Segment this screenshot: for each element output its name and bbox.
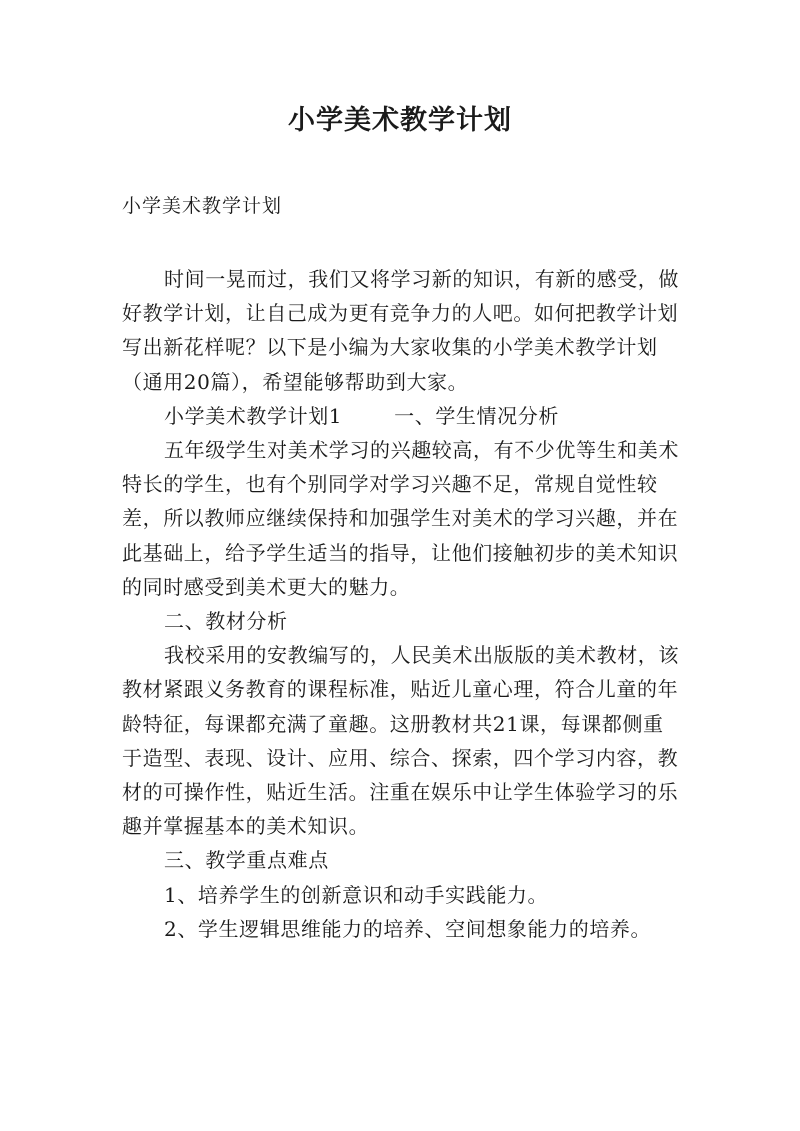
point-2: 2、学生逻辑思维能力的培养、空间想象能力的培养。 — [164, 916, 652, 941]
section3-heading: 三、教学重点难点 — [164, 848, 329, 873]
plan-heading-line — [122, 399, 680, 433]
section1-heading: 一、学生情况分析 — [394, 403, 559, 428]
section2-paragraph: 我校采用的安教编写的，人民美术出版版的美术教材，该教材紧跟义务教育的课程标准，贴近儿童心理，符合儿童的年龄特征，每课都充满了童趣。这册教材共21课，每课都侧重于造型、表现、设计、应用、综合、探索，四个学习内容，教材的可操作性，贴近生活。注重在娱乐中让学生体验学习的乐趣并掌握基本的美术知识。 — [122, 643, 679, 839]
intro-paragraph: 时间一晃而过，我们又将学习新的知识，有新的感受，做好教学计划，让自己成为更有竞争力的人吧。如何把教学计划写出新花样呢？以下是小编为大家收集的小学美术教学计划（通用20篇），希望能够帮助到大家。 — [122, 267, 679, 394]
point-1: 1、培养学生的创新意识和动手实践能力。 — [164, 882, 549, 907]
document-title: 小学美术教学计划 — [288, 105, 512, 136]
document-body — [122, 262, 680, 946]
plan1-heading: 小学美术教学计划1 — [164, 403, 343, 428]
section1-paragraph: 五年级学生对美术学习的兴趣较高，有不少优等生和美术特长的学生，也有个别同学对学习兴趣不足，常规自觉性较差，所以教师应继续保持和加强学生对美术的学习兴趣，并在此基础上，给予学生适当的指导，让他们接触初步的美术知识的同时感受到美术更大的魅力。 — [122, 438, 679, 599]
document-subtitle: 小学美术教学计划 — [122, 195, 283, 217]
section2-heading: 二、教材分析 — [164, 609, 288, 634]
